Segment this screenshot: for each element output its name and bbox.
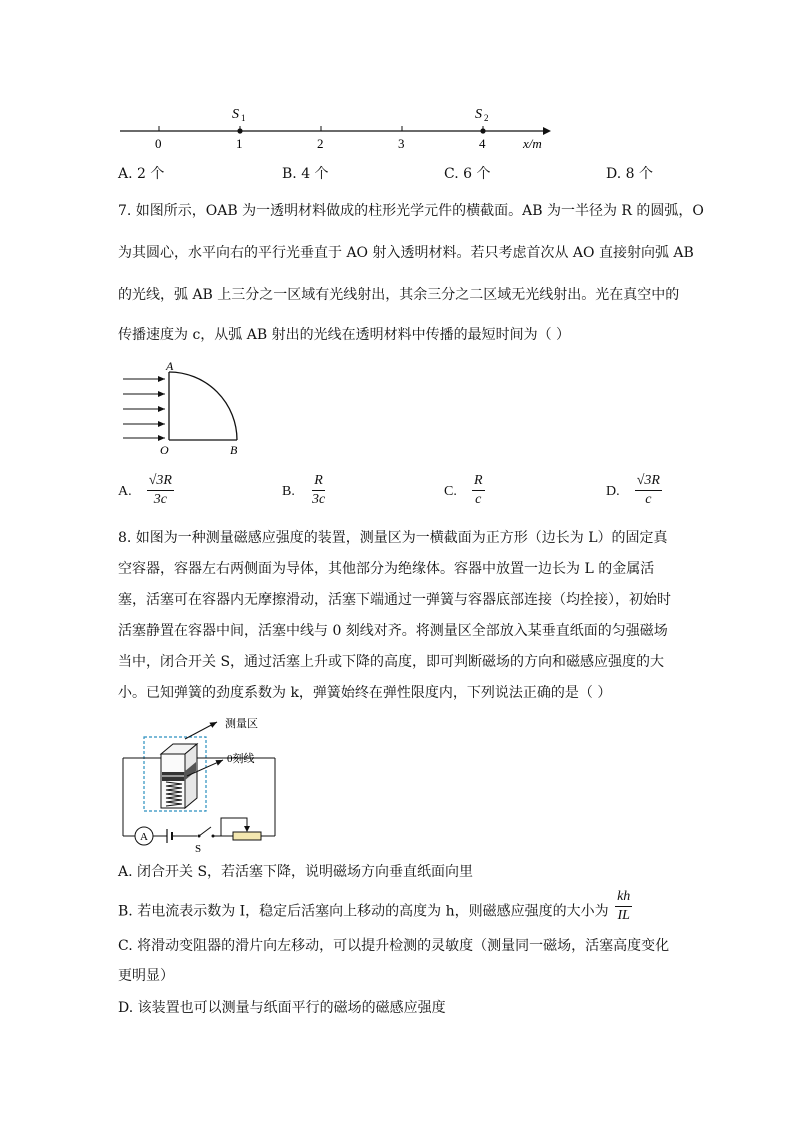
q8-option-b: B. 若电流表示数为 I，稳定后活塞向上移动的高度为 h，则磁感应强度的大小为 $\frac{kh}{IL}$ (118, 889, 631, 923)
point-b-label: B (230, 443, 238, 457)
s1-label: S (232, 107, 239, 122)
q6-option-b: B. 4 个 (282, 166, 329, 182)
q7-option-d: D. $\frac{√3R}{c}$ (606, 473, 660, 507)
tick-1: 1 (236, 136, 243, 151)
ammeter-label: A (140, 831, 148, 843)
q8-line-5: 当中，闭合开关 S，通过活塞上升或下降的高度，即可判断磁场的方向和磁感应强度的大 (118, 654, 665, 670)
q8-line-4: 活塞静置在容器中间，活塞中线与 0 刻线对齐。将测量区全部放入某垂直纸面的匀强磁场 (118, 623, 668, 639)
q7-option-b: B. $\frac{R}{3c}$ (282, 473, 326, 507)
circuit-figure (115, 712, 315, 852)
s2-point (480, 128, 485, 133)
q7-option-c: C. $\frac{R}{c}$ (444, 473, 483, 507)
q8-line-2: 空容器，容器左右两侧面为导体，其他部分为绝缘体。容器中放置一边长为 L 的金属活 (118, 561, 655, 577)
axis-label: x/m (523, 136, 542, 151)
tick-0: 0 (155, 136, 162, 151)
tick-4: 4 (479, 136, 486, 151)
s2-label: S (475, 107, 482, 122)
q8-line-6: 小。已知弹簧的劲度系数为 k，弹簧始终在弹性限度内，下列说法正确的是（ ） (118, 685, 612, 701)
s1-sub: 1 (241, 113, 246, 123)
q7-line-1: 7. 如图所示，OAB 为一透明材料做成的柱形光学元件的横截面。AB 为一半径为 R 的圆弧，O (118, 203, 704, 219)
s1-point (237, 128, 242, 133)
point-o-label: O (160, 443, 169, 457)
quarter-circle-figure (115, 358, 250, 458)
q6-option-d: D. 8 个 (606, 166, 653, 182)
q7-line-4: 传播速度为 c，从弧 AB 射出的光线在透明材料中传播的最短时间为（ ） (118, 327, 571, 343)
q8-option-c-line-1: C. 将滑动变阻器的滑片向左移动，可以提升检测的灵敏度（测量同一磁场，活塞高度变化 (118, 938, 670, 954)
q8-line-1: 8. 如图为一种测量磁感应强度的装置，测量区为一横截面为正方形（边长为 L）的固定真 (118, 530, 668, 546)
zone-label: 测量区 (225, 718, 258, 730)
q7-option-a: A. $\frac{√3R}{3c}$ (118, 473, 172, 507)
q8-option-c-line-2: 更明显） (118, 968, 174, 984)
tick-2: 2 (317, 136, 324, 151)
q7-line-3: 的光线，弧 AB 上三分之一区域有光线射出，其余三分之二区域无光线射出。光在真空中的 (118, 287, 680, 303)
s2-sub: 2 (484, 113, 489, 123)
rheostat-icon (233, 832, 261, 840)
q6-option-a: A. 2 个 (118, 166, 165, 182)
q7-line-2: 为其圆心，水平向右的平行光垂直于 AO 射入透明材料。若只考虑首次从 AO 直接射向弧 AB (118, 245, 694, 261)
point-a-label: A (166, 359, 174, 373)
q6-option-c: C. 6 个 (444, 166, 491, 182)
number-line-figure (115, 100, 565, 160)
switch-label: S (195, 843, 202, 852)
q8-option-a: A. 闭合开关 S，若活塞下降，说明磁场方向垂直纸面向里 (118, 864, 474, 880)
q8-line-3: 塞，活塞可在容器内无摩擦滑动，活塞下端通过一弹簧与容器底部连接（均拴接），初始时 (118, 592, 671, 608)
tick-3: 3 (398, 136, 405, 151)
q8-option-d: D. 该装置也可以测量与纸面平行的磁场的磁感应强度 (118, 1000, 446, 1016)
zero-line-label: 0刻线 (227, 753, 255, 765)
switch-icon (199, 827, 211, 836)
